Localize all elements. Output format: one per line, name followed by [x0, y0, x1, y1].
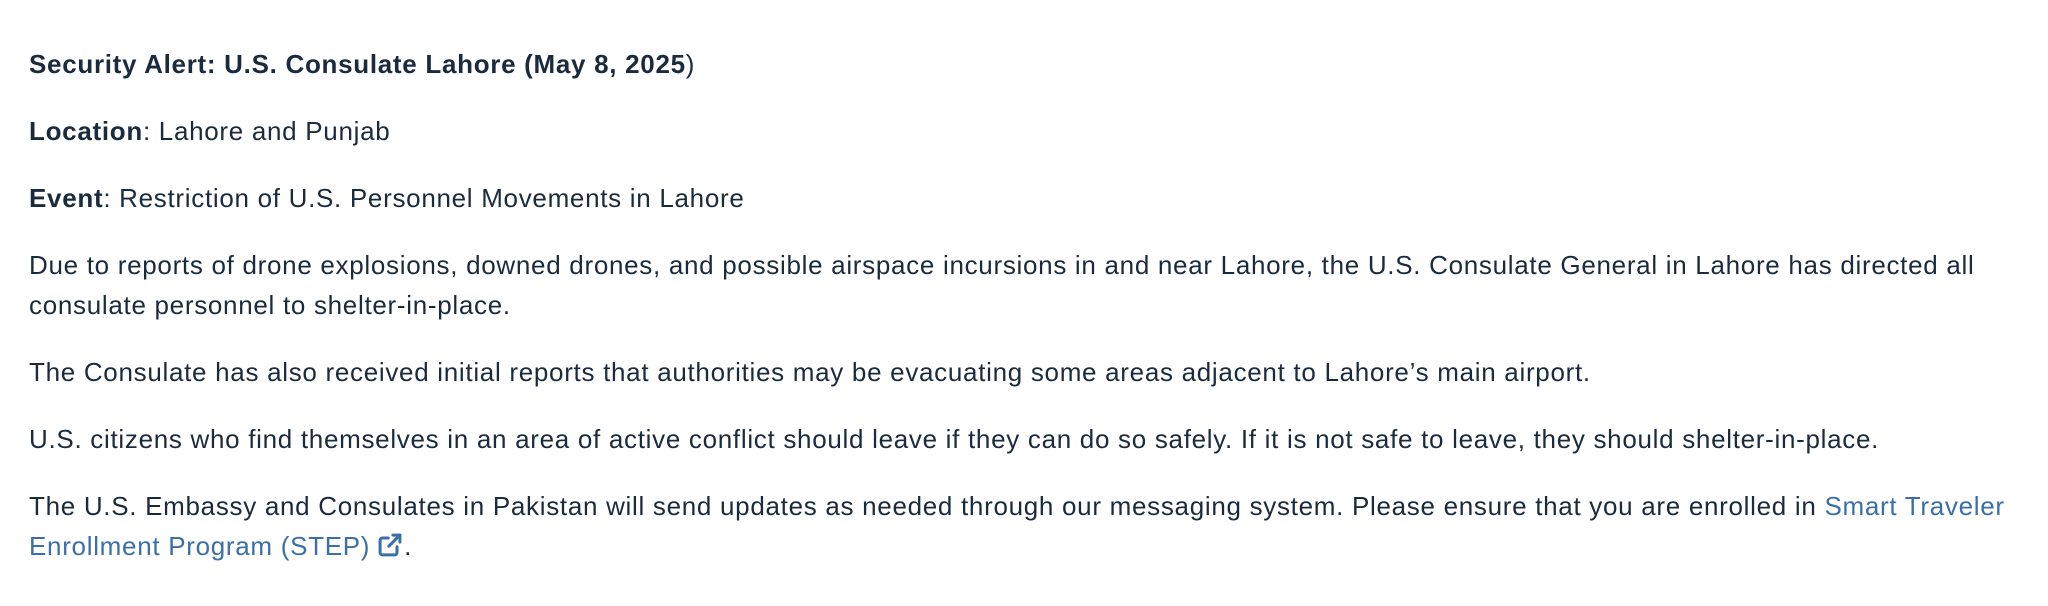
alert-title-close: ) [685, 49, 696, 79]
location-label: Location [29, 116, 143, 146]
event-value: : Restriction of U.S. Personnel Movements in Lahore [103, 183, 745, 213]
event-label: Event [29, 183, 104, 213]
paragraph-updates-end: . [404, 531, 413, 561]
paragraph-updates-text: The U.S. Embassy and Consulates in Pakistan will send updates as needed through our messaging system. Please ensure that you are enrolled in [29, 491, 1825, 521]
event-line [29, 178, 2019, 218]
paragraph-evacuation: The Consulate has also received initial reports that authorities may be evacuating some areas adjacent to Lahore’s main airport. [29, 357, 1591, 387]
paragraph-advice: U.S. citizens who find themselves in an area of active conflict should leave if they can do so safely. If it is not safe to leave, they should shelter-in-place. [29, 424, 1880, 454]
alert-title-text: Security Alert: U.S. Consulate Lahore (May 8, 2025 [29, 49, 686, 79]
location-line [29, 111, 2019, 151]
alert-title [29, 44, 2019, 84]
paragraph-shelter: Due to reports of drone explosions, downed drones, and possible airspace incursions in and near Lahore, the U.S. Consulate General in Lahore has directed all consulate personnel to shelter-in-place. [29, 250, 1975, 320]
external-link-icon [376, 531, 404, 559]
step-link-label: Smart Traveler Enrollment Program (STEP) [29, 491, 2005, 561]
paragraph-updates [29, 486, 2019, 566]
location-value: : Lahore and Punjab [142, 116, 391, 146]
